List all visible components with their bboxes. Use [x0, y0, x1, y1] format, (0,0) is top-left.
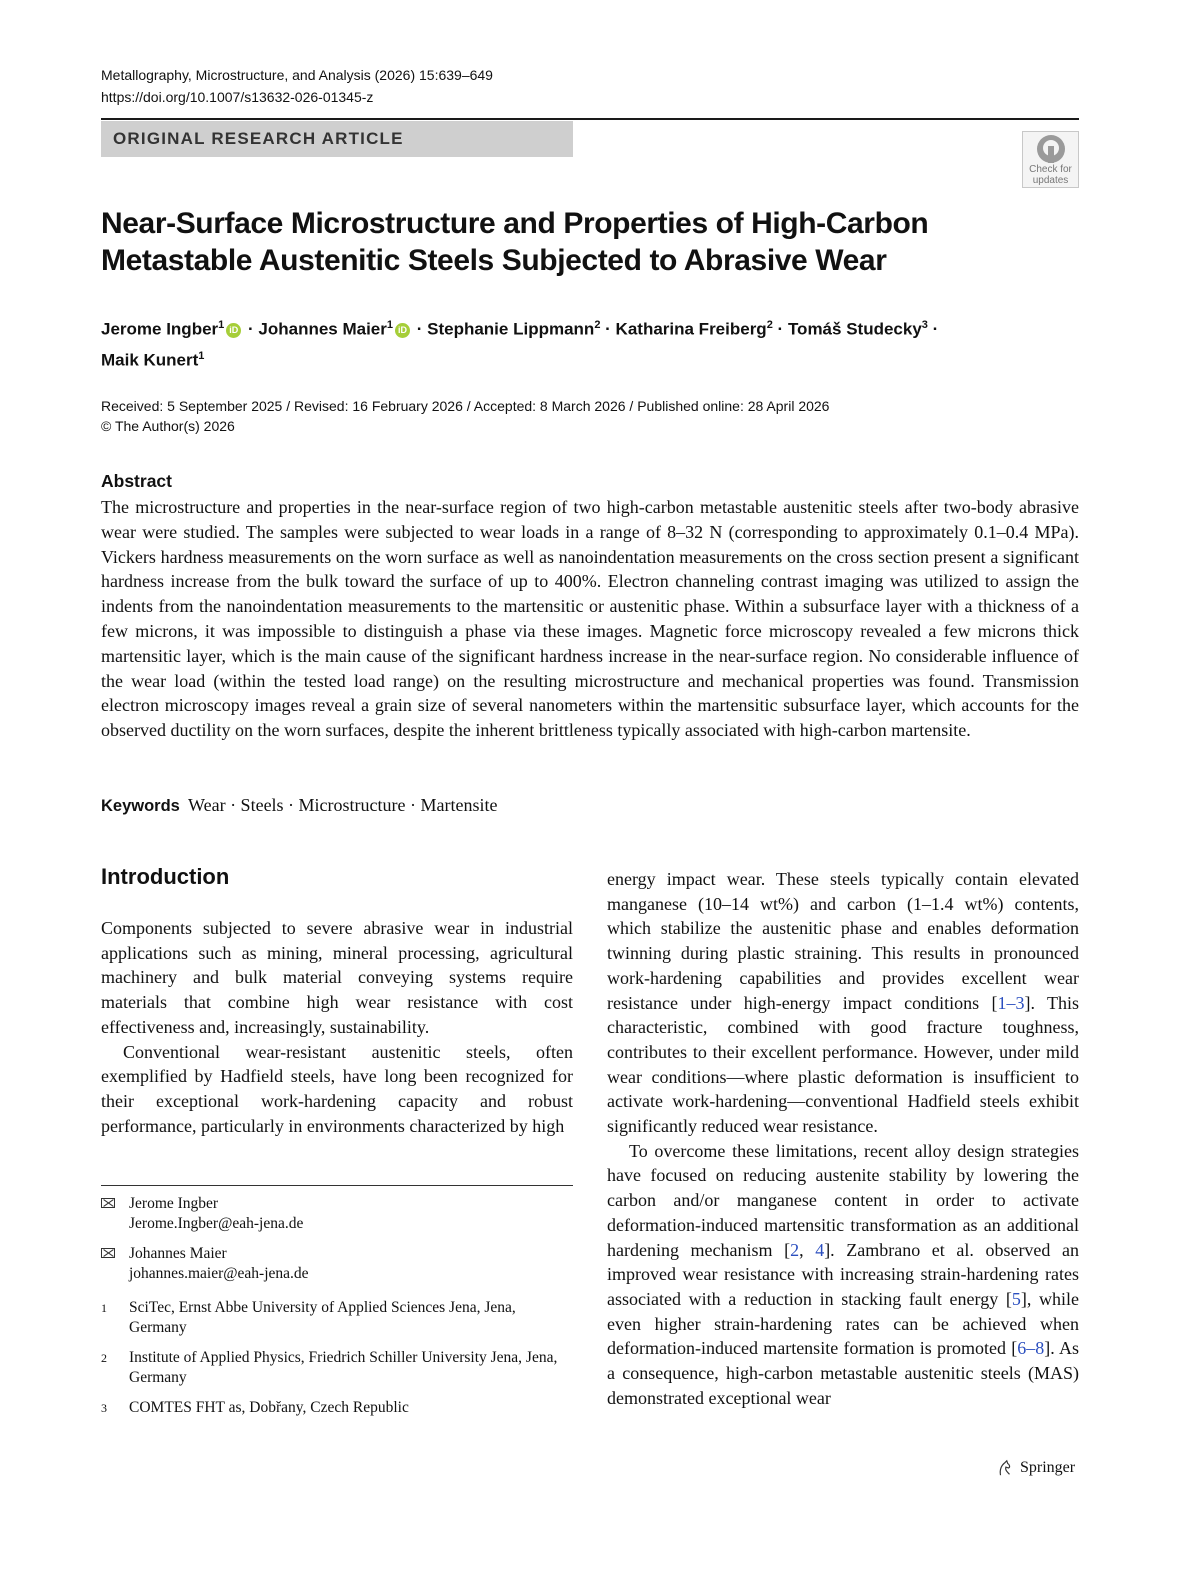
intro-paragraph-2: Conventional wear-resistant austenitic steels, often exemplified by Hadfield steels, have long been recognized for their exceptional work-hardening capacity and robust performance, particularly in environments characterized by high [101, 1041, 573, 1136]
author-name[interactable]: Tomáš Studecky [787, 319, 922, 339]
keywords-label: Keywords [101, 797, 180, 815]
article-type-banner [101, 121, 573, 157]
article-type-label: ORIGINAL RESEARCH ARTICLE [113, 129, 404, 148]
correspondence-entry [101, 1194, 573, 1234]
publisher-name: Springer [1020, 1459, 1076, 1476]
springer-horse-icon [996, 1459, 1014, 1477]
author-affiliation: 2 [766, 319, 773, 331]
article-title [101, 205, 1001, 279]
affiliation-number: 1 [101, 1301, 107, 1315]
history-dates: Received: 5 September 2025 / Revised: 16 February 2026 / Accepted: 8 March 2026 / Published online: 28 April 2026 [101, 398, 830, 414]
title-line-2: Metastable Austenitic Steels Subjected to Abrasive Wear [101, 244, 887, 277]
citation-link[interactable]: 6–8 [1017, 1338, 1045, 1359]
author-affiliation: 1 [386, 319, 394, 331]
doi-link[interactable]: https://doi.org/10.1007/s13632-026-01345-z [101, 89, 374, 105]
copyright-notice: © The Author(s) 2026 [101, 418, 235, 434]
journal-citation: Metallography, Microstructure, and Analysis (2026) 15:639–649 [101, 67, 493, 83]
author-affiliation: 2 [594, 319, 601, 331]
abstract-heading: Abstract [101, 471, 172, 491]
envelope-icon [101, 1198, 115, 1208]
footnotes [101, 1194, 573, 1428]
affiliation-text: Institute of Applied Physics, Friedrich Schiller University Jena, Jena, Germany [129, 1349, 558, 1386]
correspondence-entry [101, 1244, 573, 1284]
orcid-icon[interactable]: iD [226, 323, 241, 338]
title-line-1: Near-Surface Microstructure and Properties of High-Carbon [101, 207, 929, 240]
author-list: Jerome Ingber$^1$ iD · Johannes Maier$^1$ iD · Stephanie Lippmann$^2$ · Katharina Freiberg$^2$ · Tomáš Studecky$^3$ · Maik Kunert$^1$ [101, 319, 939, 370]
author-name[interactable]: Stephanie Lippmann [427, 319, 595, 339]
author-name[interactable]: Maik Kunert [101, 350, 199, 370]
check-updates-line1: Check for [1029, 164, 1072, 175]
affiliation-text: SciTec, Ernst Abbe University of Applied Sciences Jena, Jena, Germany [129, 1299, 516, 1336]
intro-paragraph-4: To overcome these limitations, recent alloy design strategies have focused on reducing austenite stability by lowering the carbon and/or manganese content in order to activate deformation-induced martensitic transformation as an additional hardening mechanism [2, 4]. Zambrano et al. observed an improved wear resistance with increasing strain-hardening rates associated with a reduction in stacking fault energy [5], while even higher strain-hardening rates can be achieved when deformation-induced martensite formation is promoted [6–8]. As a consequence, high-carbon metastable austenitic steels (MAS) demonstrated exceptional wear [607, 1140, 1080, 1408]
check-updates-icon [1037, 135, 1065, 163]
affiliation-entry [101, 1298, 573, 1338]
orcid-icon[interactable]: iD [395, 323, 410, 338]
correspondence-email[interactable]: johannes.maier@eah-jena.de [129, 1265, 309, 1282]
header-rule [101, 118, 1079, 120]
correspondence-name: Jerome Ingber [129, 1195, 219, 1212]
check-updates-line2: updates [1032, 175, 1069, 186]
citation-link[interactable]: 2 [790, 1239, 800, 1260]
introduction-heading: Introduction [101, 864, 230, 889]
author-affiliation: 1 [218, 319, 225, 331]
left-column [101, 916, 573, 1138]
correspondence-email[interactable]: Jerome.Ingber@eah-jena.de [129, 1215, 304, 1232]
right-column [607, 867, 1079, 1410]
keywords-line [101, 793, 497, 818]
abstract-body: The microstructure and properties in the near-surface region of two high-carbon metastable austenitic steels after two-body abrasive wear were studied. The samples were subjected to wear loads in a range of 8–32 N (corresponding to approximately 0.1–0.4 MPa). Vickers hardness measurements on the worn surface as well as nanoindentation measurements on the cross section present a significant hardness increase from the bulk toward the surface of up to 400%. Electron channeling contrast imaging was utilized to assign the indents from the nanoindentation measurements to the martensitic or austenitic phase. Within a subsurface layer with a thickness of a few microns, it was impossible to distinguish a phase via these images. Magnetic force microscopy revealed a few microns thick martensitic layer, which is the main cause of the significant hardness increase in the near-surface region. No considerable influence of the wear load (within the tested load range) on the resulting microstructure and mechanical properties was found. Transmission electron microscopy images reveal a grain size of several nanometers within the martensitic subsurface layer, which accounts for the observed ductility on the worn surfaces, despite the inherent brittleness typically associated with high-carbon martensite. [101, 497, 1079, 741]
affiliation-entry [101, 1398, 573, 1418]
keywords-list: Wear · Steels · Microstructure · Martensite [188, 795, 498, 815]
correspondence-name: Johannes Maier [129, 1245, 227, 1262]
check-for-updates-button[interactable] [1022, 131, 1079, 188]
citation-link[interactable]: 1–3 [997, 992, 1025, 1013]
affiliation-text: COMTES FHT as, Dobřany, Czech Republic [129, 1399, 409, 1416]
affiliation-number: 2 [101, 1351, 107, 1365]
intro-paragraph-1: Components subjected to severe abrasive wear in industrial applications such as mining, mineral processing, agricultural machinery and bulk material conveying systems require materials that combine high wear resistance with cost effectiveness and, increasingly, sustainability. [101, 918, 573, 1037]
intro-paragraph-3: energy impact wear. These steels typically contain elevated manganese (10–14 wt%) and carbon (1–1.4 wt%) contents, which stabilize the austenitic phase and enables deformation twinning during plastic straining. This results in pronounced work-hardening capabilities and provides excellent wear resistance under high-energy impact conditions [1–3]. This characteristic, combined with good fracture toughness, contributes to their excellent performance. However, under mild wear conditions—where plastic deformation is insufficient to activate work-hardening—conventional Hadfield steels exhibit significantly reduced wear resistance. [607, 869, 1080, 1137]
citation-link[interactable]: 4 [815, 1239, 825, 1260]
envelope-icon [101, 1248, 115, 1258]
publisher-logo [996, 1459, 1075, 1477]
author-affiliation: 3 [921, 319, 928, 331]
author-name[interactable]: Jerome Ingber [101, 319, 219, 339]
footnote-rule [101, 1185, 573, 1186]
journal-info [101, 64, 493, 108]
author-name[interactable]: Johannes Maier [258, 319, 387, 339]
article-history [101, 396, 829, 436]
author-affiliation: 1 [198, 349, 205, 362]
affiliation-number: 3 [101, 1401, 107, 1415]
citation-link[interactable]: 5 [1011, 1288, 1021, 1309]
author-name[interactable]: Katharina Freiberg [615, 319, 767, 339]
affiliation-entry [101, 1348, 573, 1388]
